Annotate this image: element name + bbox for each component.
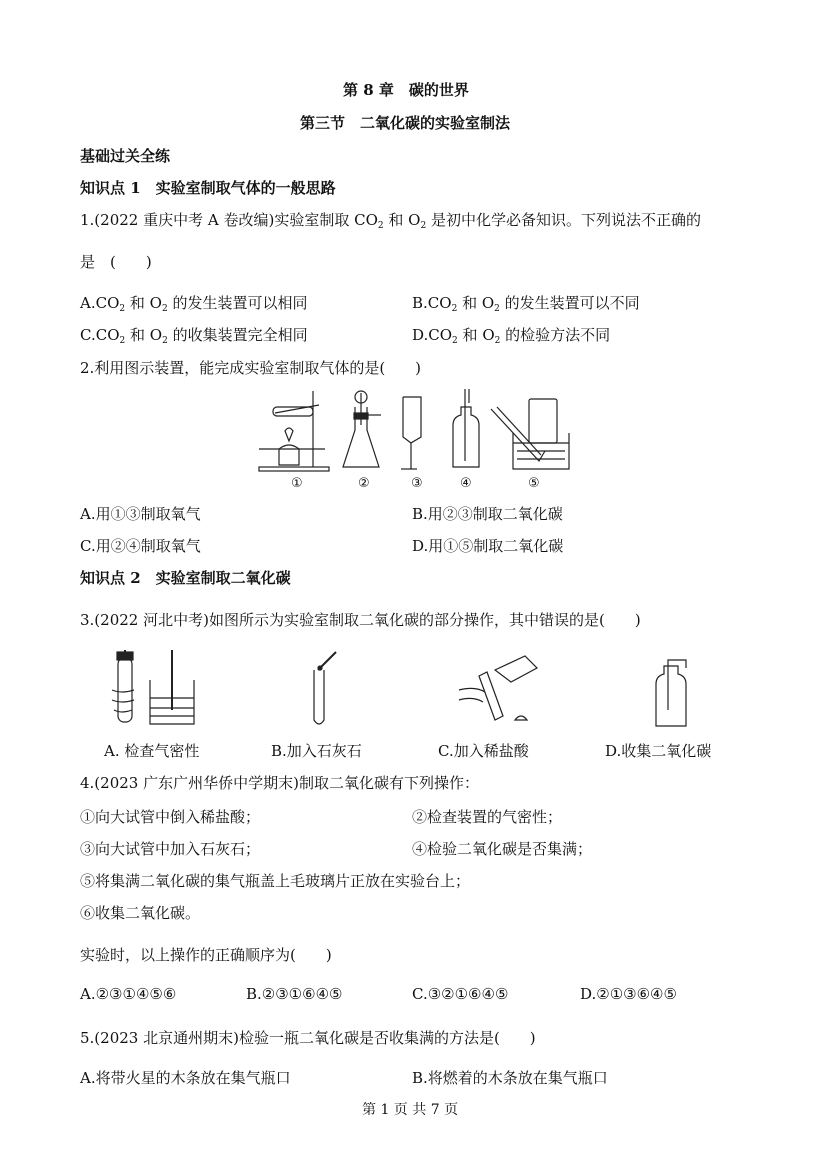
q1-option-b[interactable]: $B.CO_2$ 和 $O_2$ 的发生装置可以不同 [412, 294, 640, 314]
q5-option-a[interactable]: A.将带火星的木条放在集气瓶口 [80, 1069, 291, 1087]
q2-label-4: ④ [460, 476, 472, 491]
q1-option-d[interactable]: $D.CO_2$ 和 $O_2$ 的检验方法不同 [412, 326, 611, 346]
q4-question: 实验时，以上操作的正确顺序为( ) [80, 946, 332, 964]
q2-option-b[interactable]: B.用②③制取二氧化碳 [412, 505, 563, 523]
q1-option-c[interactable]: $C.CO_2$ 和 $O_2$ 的收集装置完全相同 [80, 326, 308, 346]
q4-stem: 4.(2023 广东广州华侨中学期末)制取二氧化碳有下列操作： [80, 774, 479, 792]
q4-option-a[interactable]: A.②③①④⑤⑥ [80, 985, 177, 1003]
q5-option-b[interactable]: B.将燃着的木条放在集气瓶口 [412, 1069, 608, 1087]
q2-option-d[interactable]: D.用①⑤制取二氧化碳 [412, 537, 564, 555]
q2-label-1: ① [291, 476, 303, 491]
q3-figure-b [300, 650, 350, 730]
q4-step-4: ④检验二氧化碳是否集满； [412, 840, 593, 858]
q2-apparatus-figure [255, 385, 575, 475]
q1-stem: 1.(2022 重庆中考 A 卷改编)实验室制取 $CO_2$ 和 $O_2$ 是初中化学必备知识。下列说法不正确的 [80, 211, 701, 231]
q1-stem-line2: 是 ( ) [80, 253, 152, 271]
section-title: 第三节 二氧化碳的实验室制法 [300, 114, 511, 132]
q3-caption-b[interactable]: B.加入石灰石 [271, 742, 362, 760]
q4-option-d[interactable]: D.②①③⑥④⑤ [580, 985, 677, 1003]
q2-label-2: ② [358, 476, 370, 491]
part-heading: 基础过关全练 [80, 147, 171, 165]
q3-figure-d [648, 650, 698, 730]
q3-figure-a [110, 650, 200, 730]
knowledge-point-2: 知识点 2 实验室制取二氧化碳 [80, 569, 291, 587]
q2-option-c[interactable]: C.用②④制取氧气 [80, 537, 201, 555]
q2-option-a[interactable]: A.用①③制取氧气 [80, 505, 201, 523]
knowledge-point-1: 知识点 1 实验室制取气体的一般思路 [80, 179, 336, 197]
chapter-title: 第 8 章 碳的世界 [343, 81, 469, 99]
q2-label-5: ⑤ [528, 476, 540, 491]
q2-label-3: ③ [411, 476, 423, 491]
q4-step-5: ⑤将集满二氧化碳的集气瓶盖上毛玻璃片正放在实验台上； [80, 872, 471, 890]
q3-caption-a[interactable]: A. 检查气密性 [104, 742, 200, 760]
q3-stem: 3.(2022 河北中考)如图所示为实验室制取二氧化碳的部分操作，其中错误的是( ) [80, 611, 641, 629]
q5-stem: 5.(2023 北京通州期末)检验一瓶二氧化碳是否收集满的方法是( ) [80, 1029, 536, 1047]
q3-figure-c [455, 650, 545, 730]
q4-option-c[interactable]: C.③②①⑥④⑤ [412, 985, 509, 1003]
q3-caption-d[interactable]: D.收集二氧化碳 [605, 742, 712, 760]
q1-option-a[interactable]: $A.CO_2$ 和 $O_2$ 的发生装置可以相同 [80, 294, 308, 314]
q4-option-b[interactable]: B.②③①⑥④⑤ [246, 985, 343, 1003]
q3-caption-c[interactable]: C.加入稀盐酸 [438, 742, 529, 760]
q4-step-1: ①向大试管中倒入稀盐酸； [80, 808, 261, 826]
page-footer: 第 1 页 共 7 页 [362, 1102, 459, 1118]
q4-step-3: ③向大试管中加入石灰石； [80, 840, 261, 858]
q2-stem: 2.利用图示装置，能完成实验室制取气体的是( ) [80, 359, 422, 377]
q4-step-6: ⑥收集二氧化碳。 [80, 904, 201, 922]
q4-step-2: ②检查装置的气密性； [412, 808, 563, 826]
